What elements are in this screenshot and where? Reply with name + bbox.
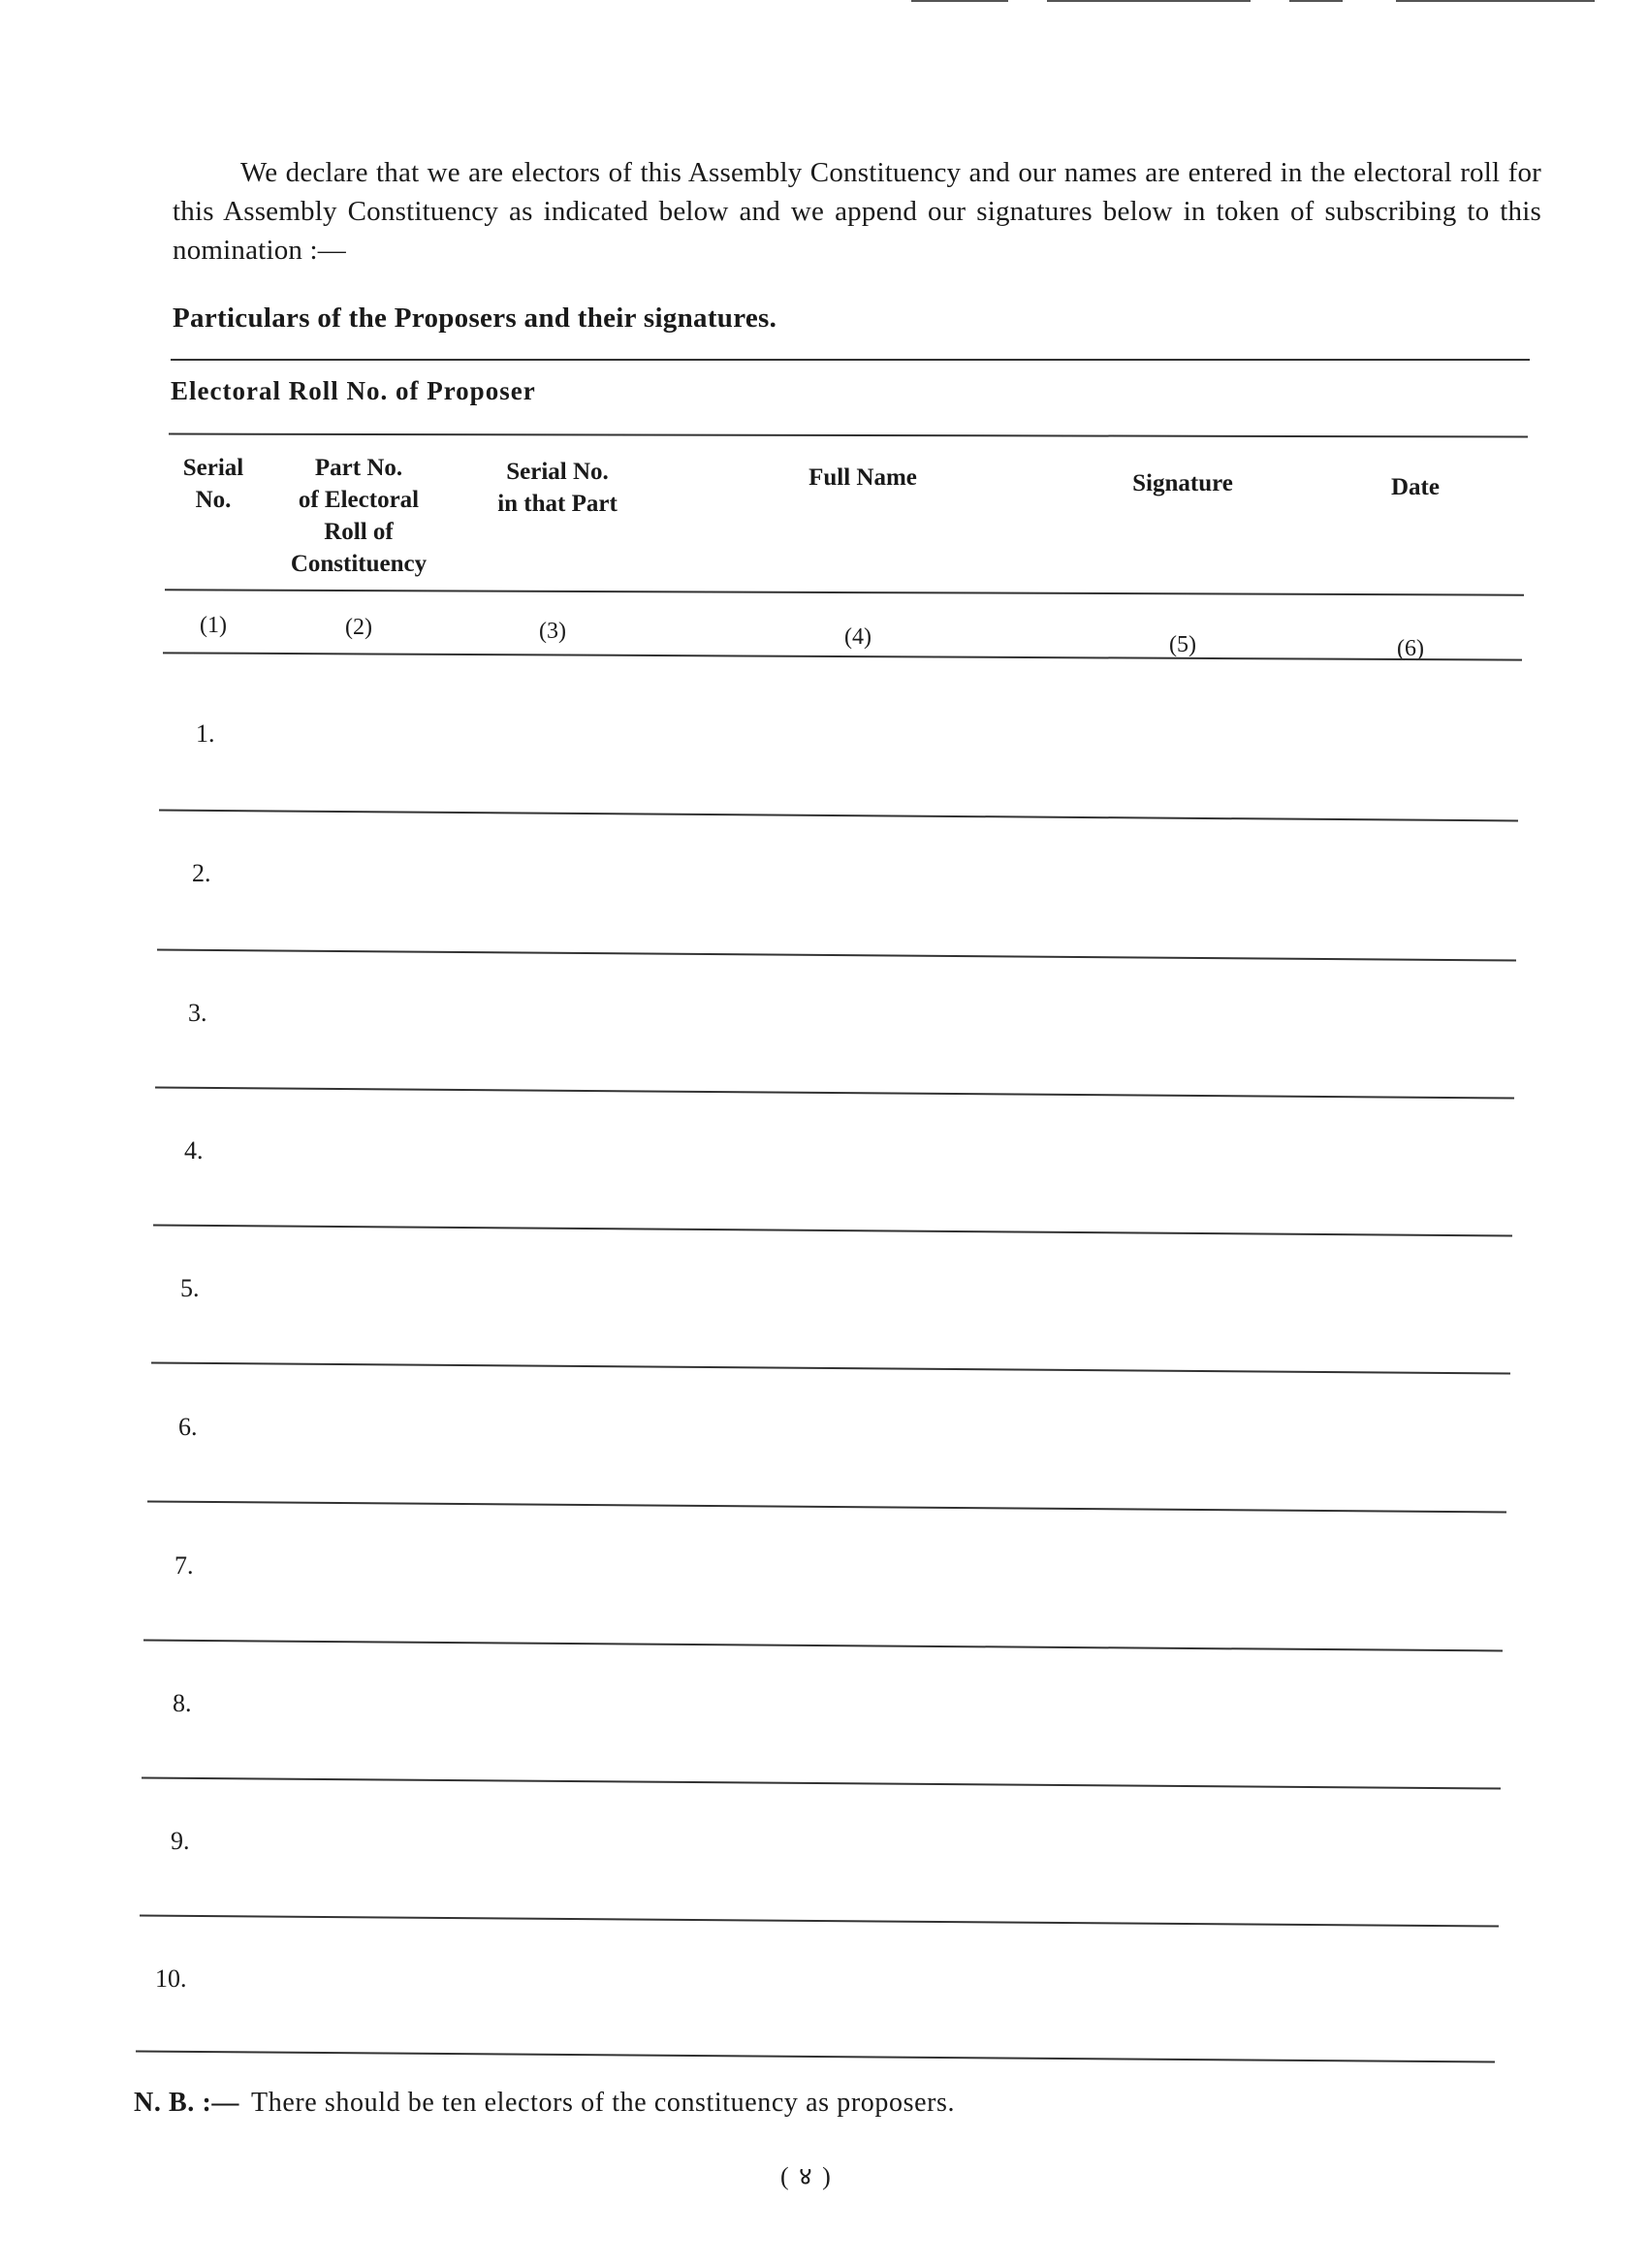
row-number-3: 3. bbox=[188, 999, 207, 1027]
column-number-3: (3) bbox=[539, 619, 566, 644]
row-rule-2 bbox=[157, 948, 1516, 961]
header-text: Signature bbox=[1132, 470, 1233, 496]
section-title: Particulars of the Proposers and their signatures. bbox=[173, 303, 777, 334]
header-text: Part No. of Electoral Roll of Constituency bbox=[290, 455, 428, 577]
row-rule-10 bbox=[136, 2050, 1495, 2062]
scan-mark bbox=[1289, 0, 1343, 2]
rule-under-headers bbox=[165, 589, 1524, 595]
rule-under-roll-label bbox=[169, 433, 1528, 438]
row-rule-1 bbox=[159, 809, 1518, 821]
header-full-name bbox=[766, 462, 960, 494]
row-rule-5 bbox=[151, 1361, 1510, 1374]
row-rule-4 bbox=[153, 1224, 1512, 1236]
row-number-4: 4. bbox=[184, 1136, 204, 1165]
note-label: N. B. :— bbox=[134, 2088, 240, 2118]
header-part-no bbox=[271, 452, 446, 580]
note bbox=[134, 2088, 955, 2119]
row-number-10: 10. bbox=[155, 1965, 187, 1993]
electoral-roll-label: Electoral Roll No. of Proposer bbox=[171, 376, 536, 405]
scan-mark bbox=[911, 0, 1008, 2]
column-number-4: (4) bbox=[844, 624, 872, 650]
header-text: Date bbox=[1391, 474, 1440, 500]
header-serial-in-part bbox=[475, 456, 640, 520]
row-number-2: 2. bbox=[192, 859, 211, 887]
column-number-5: (5) bbox=[1169, 632, 1196, 657]
header-date bbox=[1357, 471, 1474, 503]
note-text: There should be ten electors of the constituency as proposers. bbox=[251, 2088, 956, 2118]
row-number-8: 8. bbox=[173, 1689, 192, 1717]
row-number-5: 5. bbox=[180, 1274, 200, 1302]
row-rule-9 bbox=[140, 1914, 1499, 1927]
header-text: Full Name bbox=[808, 464, 917, 491]
header-serial-no bbox=[165, 452, 262, 516]
header-text: Serial No. in that Part bbox=[497, 459, 618, 517]
row-number-1: 1. bbox=[196, 719, 215, 748]
row-rule-3 bbox=[155, 1086, 1514, 1099]
scan-mark bbox=[1047, 0, 1251, 2]
rule-under-column-numbers bbox=[163, 652, 1522, 660]
column-number-2: (2) bbox=[345, 615, 372, 640]
row-rule-7 bbox=[143, 1639, 1503, 1651]
row-number-6: 6. bbox=[178, 1413, 198, 1441]
row-rule-8 bbox=[142, 1776, 1501, 1789]
rule-under-title bbox=[171, 359, 1530, 361]
column-number-6: (6) bbox=[1397, 636, 1424, 661]
page-number: ( ४ ) bbox=[780, 2162, 833, 2190]
row-number-9: 9. bbox=[171, 1827, 190, 1855]
column-number-1: (1) bbox=[200, 613, 227, 638]
row-rule-6 bbox=[147, 1500, 1506, 1513]
header-text: Serial No. bbox=[182, 455, 244, 513]
row-number-7: 7. bbox=[174, 1551, 194, 1580]
scan-mark bbox=[1396, 0, 1595, 2]
declaration-text: We declare that we are electors of this Assembly Constituency and our names are entered in the electoral roll for this Assembly Constituency as indicated below and we append our signatures below in token of subscribing to this nomination :— bbox=[173, 157, 1541, 266]
header-signature bbox=[1086, 467, 1280, 499]
